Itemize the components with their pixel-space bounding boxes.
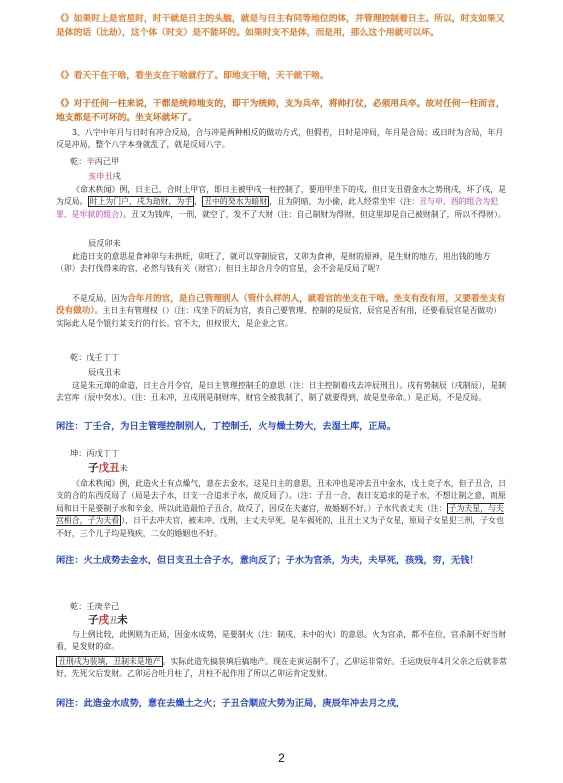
paragraph-case3: [56, 478, 508, 540]
not-fanju-highlight: 合年月的官，是自己管理别人（管什么样的人，就看官的坐支在干啥。坐支有没有用，又要看坐支有没有做功）: [56, 294, 506, 317]
bazi-case3-branches: [88, 462, 128, 475]
case1-text-3: ，且为阴暗，为小偷，此人经常坐牢（注：: [269, 197, 420, 207]
bazi-case2-label: 乾：: [70, 352, 87, 362]
not-fanju-pre: 不是反局，因为: [72, 294, 128, 303]
paragraph-case4-a: 与上例比较，此例则为正局，因金水成势，是要制火（注：制戌、未中的火）的意思。火为官杀，都不在位，官杀制不好当财看，是发财的命。: [56, 630, 506, 652]
paragraph-case2: 这是朱元璋的命造，日主合月令官，是日主管理控制壬的意思（注：日主控制着戌去冲辰刑丑）。戌有势制辰（戌制辰），是制去官库（辰中癸水）。（注：丑未冲，丑戌刑是制财库，财官全被我制了，制了就要得到，故是皇帝命。）是正局，不是反局。: [56, 381, 506, 403]
bazi-case4-branches: [88, 614, 128, 627]
paragraph-case1-analysis: 此造日支的意思是食神卯与未拱旺，卯旺了，就可以穿制辰官，又卯为食神，是财的原神，是生财的地方，用出钱的地方（卯）去打伐得来的官，必然与钱有关（财官）；但日主却合月令的官星，会不会是反局了呢？: [56, 252, 491, 274]
leisure-note-2: 闲注：火土成势去金水，但日支丑土合子水，意向反了；子水为官杀，为夫，夫早死，孩残，穷，无钱！: [56, 555, 479, 566]
paragraph-not-fanju: [56, 293, 508, 330]
orange-note-1: 《》如果时上是官星时，时干就是日主的头脑，就是与日主有同等地位的体，并管理控制着日主。所以，时支如果又是体的话（比劫），这个体（时支）是不能坏的。如果时支不是体，而是用，那么这个用就可以坏。: [56, 14, 505, 39]
bazi-case1-branch-last: 戌: [112, 171, 121, 181]
case1-text-2: ，: [194, 197, 203, 207]
bazi-case1-stems-rest: 丙己甲: [94, 156, 120, 166]
bazi-case1-branches-head: 亥申丑: [88, 171, 113, 181]
bazi-case3-stems: [70, 447, 119, 460]
bazi-case4-branch-mid: 戌: [98, 614, 109, 626]
case1-box-1: 时上为门户，戌为劫财，为手: [89, 197, 193, 207]
bazi-case1-branches: [88, 170, 121, 183]
dayun-line: 辰反卯未: [88, 238, 121, 248]
leisure-note-3: 闲注：此造金水成势，意在去燥土之火；子丑合顺应大势为正局，庚辰年冲去月之戍，: [56, 698, 406, 709]
bazi-case3-branch-first: 子: [88, 462, 99, 474]
paragraph-case4-b: [56, 656, 508, 681]
case4-box-1: 丑刑戌为装填，丑制未是地产: [58, 657, 161, 666]
bazi-case1-stems: [70, 155, 119, 168]
bazi-case1-label: 乾：: [70, 156, 87, 166]
bazi-case4-branch-last: 未: [117, 614, 128, 626]
case4-text-2: 。实际此造先搞装填后搞地产。现在走寅运制不了，乙卯运非常好。壬运庚辰年4月父亲之后就非常好，先死父后发财。乙卯运合吐月柱了，月柱不起作用了所以乙卯运肯定发财。: [56, 657, 507, 679]
case3-text-2: ），日干去冲夫官，被未冲、戊刑，主丈夫早死，是车祸死的，且丑土又为子女星，原局子女星犯三刑，子女也不好，三个儿子均是残疾，二女的婚姻也不好。: [56, 516, 504, 538]
leisure-note-1: 闲注：丁壬合，为日主管理控制别人，丁控制壬，火与燥土势大，去湿土库，正局。: [56, 421, 396, 432]
bazi-case4-stems-text: 壬庚辛己: [86, 601, 120, 611]
bazi-case4-stems: [70, 600, 119, 613]
case3-box-1: 子为夫星，与夫宫相合，子为夫看: [56, 503, 504, 526]
case3-text-1: 《命术秩闻》例，此造火土有点燥气，意在去金水，这是日主的意思，丑未冲也是冲去丑中金水，戊土克子水，但子丑合，日支的合的东西反局了（局是去子水，日支一合追求子水，故反局了）。（注：子丑一合，表日支追求的是子水，不想让制之意，而原局和日干是要制子水和辛金，所以此造最怕子丑合，故反了，因反在夫妻宫，故婚姻不好。）子水代表丈夫（注：: [56, 479, 506, 513]
orange-note-3: 《》对于任何一柱来说，干都是统帅地支的，即干为统帅，支为兵卒，将帅打仗，必须用兵卒。故对任何一柱而言，地支都是不可坏的。坐支坏就坏了。: [56, 99, 505, 124]
bazi-case2-stems-text: 戊壬丁丁: [86, 352, 120, 362]
bazi-case4-branch-small: 丑: [109, 615, 118, 625]
bazi-case4-branch-first: 子: [88, 614, 99, 626]
page-number: 2: [278, 751, 285, 765]
case1-highlight-magenta: 丑与申、酉的组合为犯罪、是牢狱的组合: [56, 197, 499, 219]
bazi-case2-branches: 辰戌丑未: [88, 367, 121, 377]
bazi-case4-label: 乾：: [70, 601, 87, 611]
case1-box-2: 丑中的癸水为暗财: [204, 197, 268, 207]
case1-text-1: 《命术秩闻》例，日主己，合时上甲官，即日主被甲戌一柱控制了，要用甲坐下的戌，但日支丑借金水之势刑戌，坏了戌，是为反局。: [56, 185, 506, 207]
bazi-case2-stems: [70, 351, 119, 364]
case1-text-4: ）。丑又为钱库，一刑，就空了，发不了大财（注：自己制财为得财，但这里却是自己被财制了，所以不得财）。: [119, 209, 506, 219]
orange-note-2: 《》看天干在干啥，看坐支在干啥就行了。即地支干啥，天干就干啥。: [56, 71, 329, 81]
bazi-case3-branch-mid: 戊丑: [98, 462, 120, 474]
bazi-case3-branch-last: 未: [119, 463, 128, 473]
bazi-case3-label: 坤：: [70, 448, 87, 458]
bazi-case3-stems-text: 丙戊丁丁: [86, 448, 120, 458]
paragraph-case1: [56, 184, 508, 221]
not-fanju-post: 。主日主有管理权（）（注：戌坐下的辰为官，表自己要管理、控制的是辰官，辰官是否有用，还要看辰官是否做功）实际此人是个银行某支行的行长。官不大，但权很大，是企业之官。: [56, 306, 502, 328]
paragraph-fanju-intro: 3、八字中年月与日时有冲合反局，合与冲是两种相反的做功方式，但假若，日时是冲局，年月是合局；或日时为合局，年月反是冲局，整个八字本身就乱了，就是反局八字。: [56, 128, 504, 150]
bazi-case1-stem-first: 辛: [86, 156, 95, 166]
